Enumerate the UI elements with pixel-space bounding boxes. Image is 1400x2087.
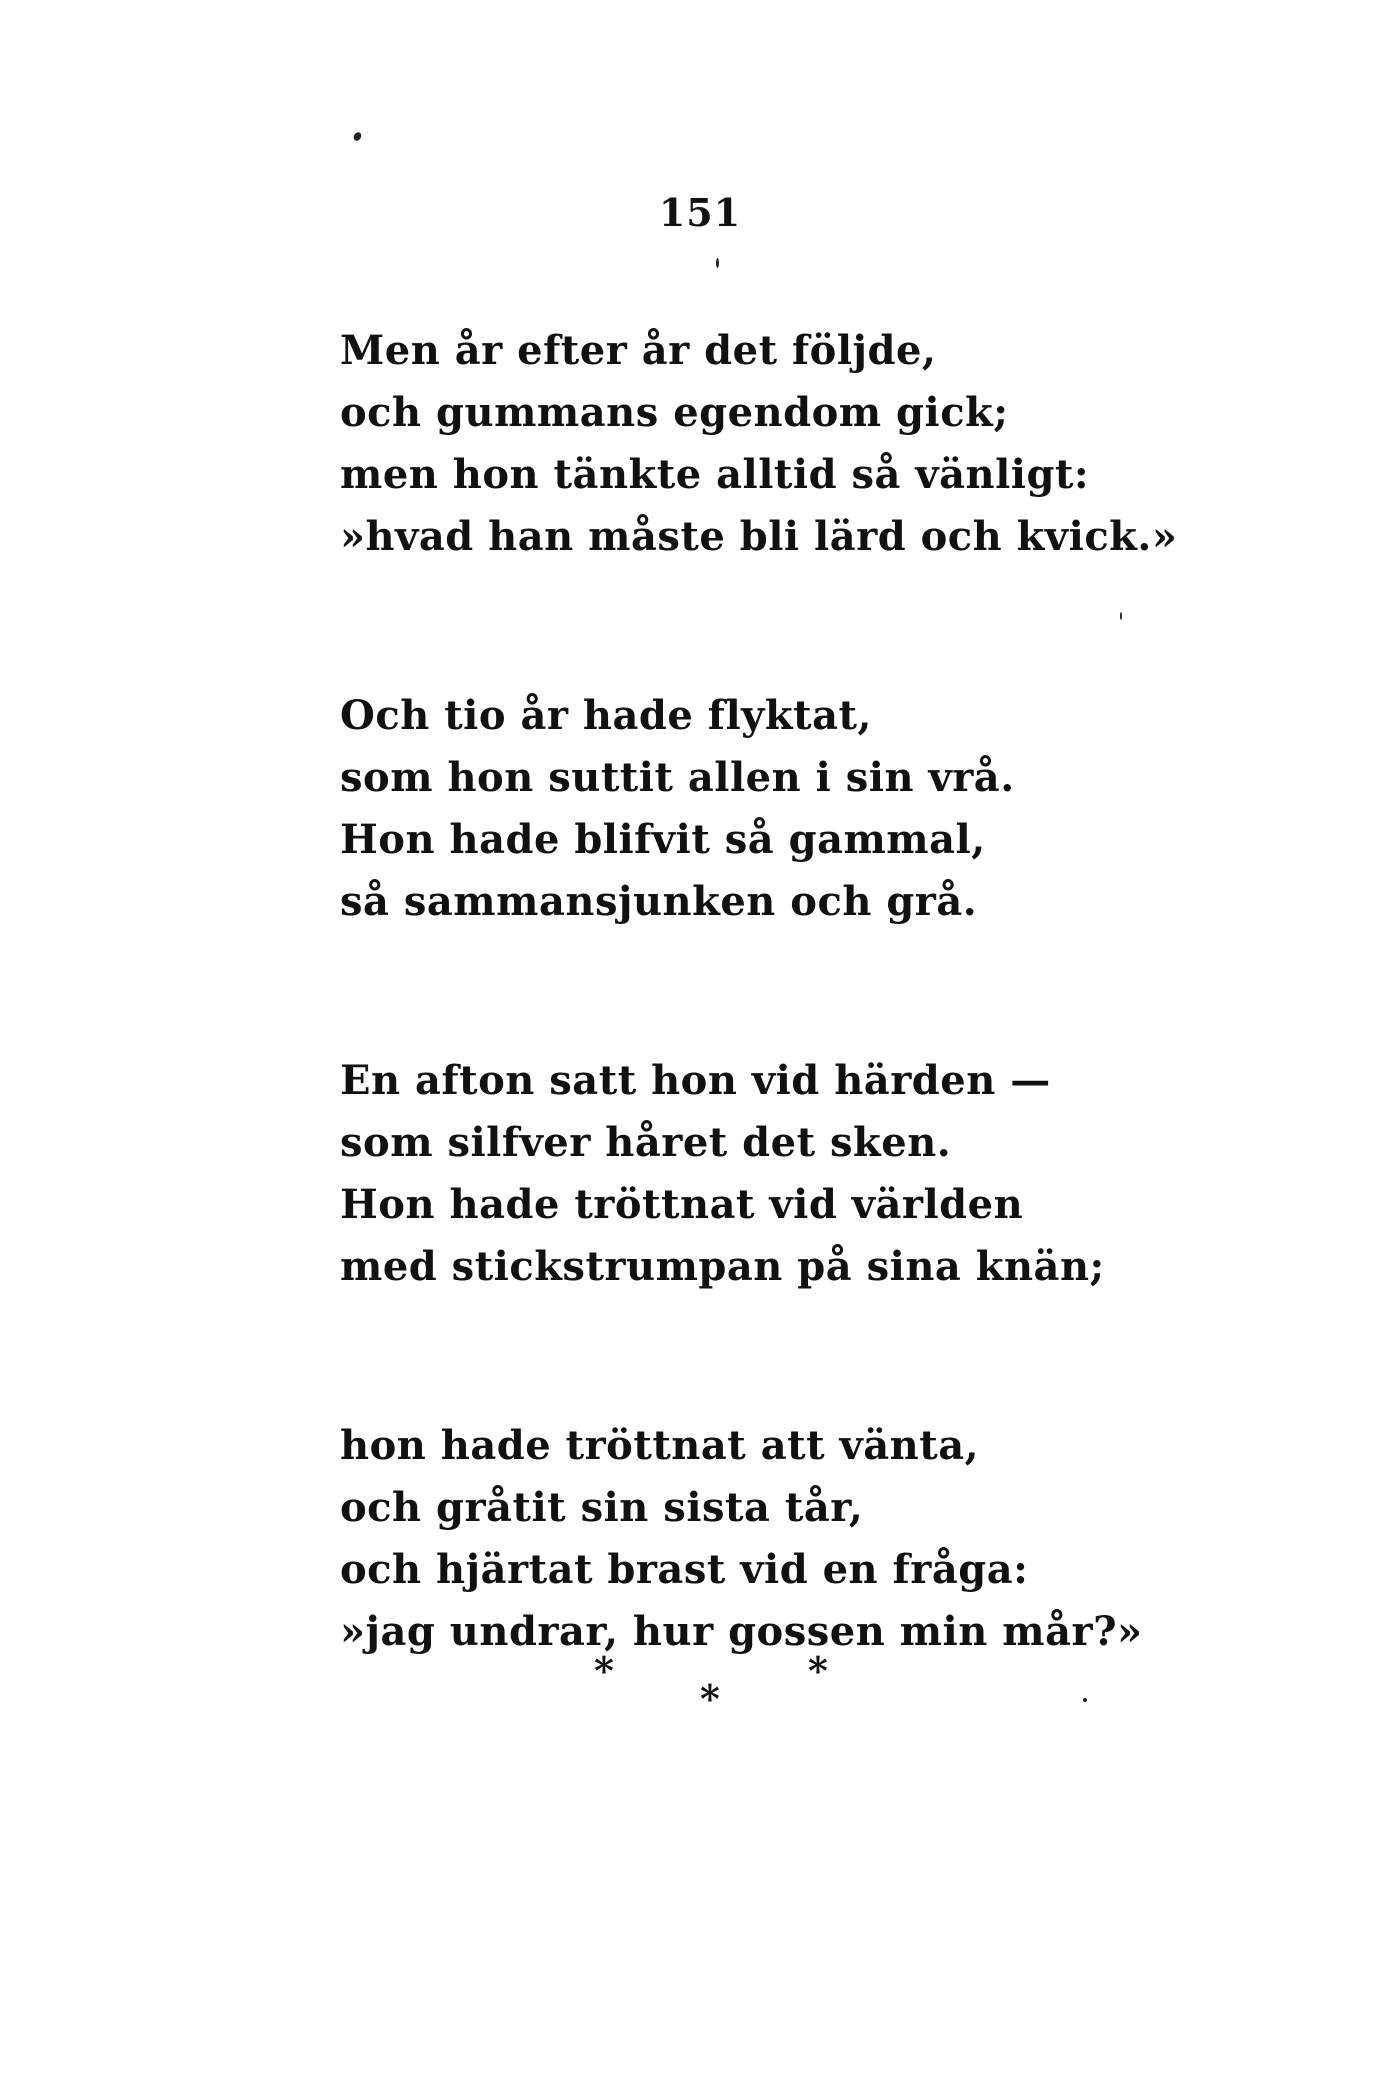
poem-line: Men år efter år det följde, (340, 327, 937, 374)
stanza-1 (340, 320, 1240, 568)
poem-line: och gummans egendom gick; (340, 389, 1009, 436)
stanza-3 (340, 1050, 1240, 1298)
poem-line: Hon hade tröttnat vid världen (340, 1181, 1024, 1228)
poem (340, 320, 1240, 1780)
poem-line: Hon hade blifvit så gammal, (340, 816, 986, 863)
poem-line: »jag undrar, hur gossen min mår?» (340, 1608, 1143, 1655)
page-number: 151 (658, 190, 742, 235)
poem-line: med stickstrumpan på sina knän; (340, 1243, 1105, 1290)
ink-speck (716, 258, 719, 268)
poem-line: hon hade tröttnat att vänta, (340, 1422, 980, 1469)
asterism-divider (0, 1640, 1400, 1720)
stanza-4 (340, 1415, 1240, 1663)
poem-line: »hvad han måste bli lärd och kvick.» (340, 513, 1178, 560)
poem-line: och hjärtat brast vid en fråga: (340, 1546, 1029, 1593)
stanza-2 (340, 685, 1240, 933)
ink-speck (1083, 1698, 1087, 1702)
asterisk: * (594, 1648, 614, 1693)
asterisk: * (808, 1648, 828, 1693)
asterisk: * (700, 1676, 720, 1721)
poem-line: men hon tänkte alltid så vänligt: (340, 451, 1090, 498)
ink-speck (352, 131, 363, 142)
poem-line: En afton satt hon vid härden — (340, 1057, 1051, 1104)
poem-line: som silfver håret det sken. (340, 1119, 952, 1166)
poem-line: och gråtit sin sista tår, (340, 1484, 864, 1531)
poem-line: så sammansjunken och grå. (340, 878, 978, 925)
poem-line: som hon suttit allen i sin vrå. (340, 754, 1015, 801)
poem-line: Och tio år hade flyktat, (340, 692, 872, 739)
ink-speck (1120, 612, 1122, 620)
